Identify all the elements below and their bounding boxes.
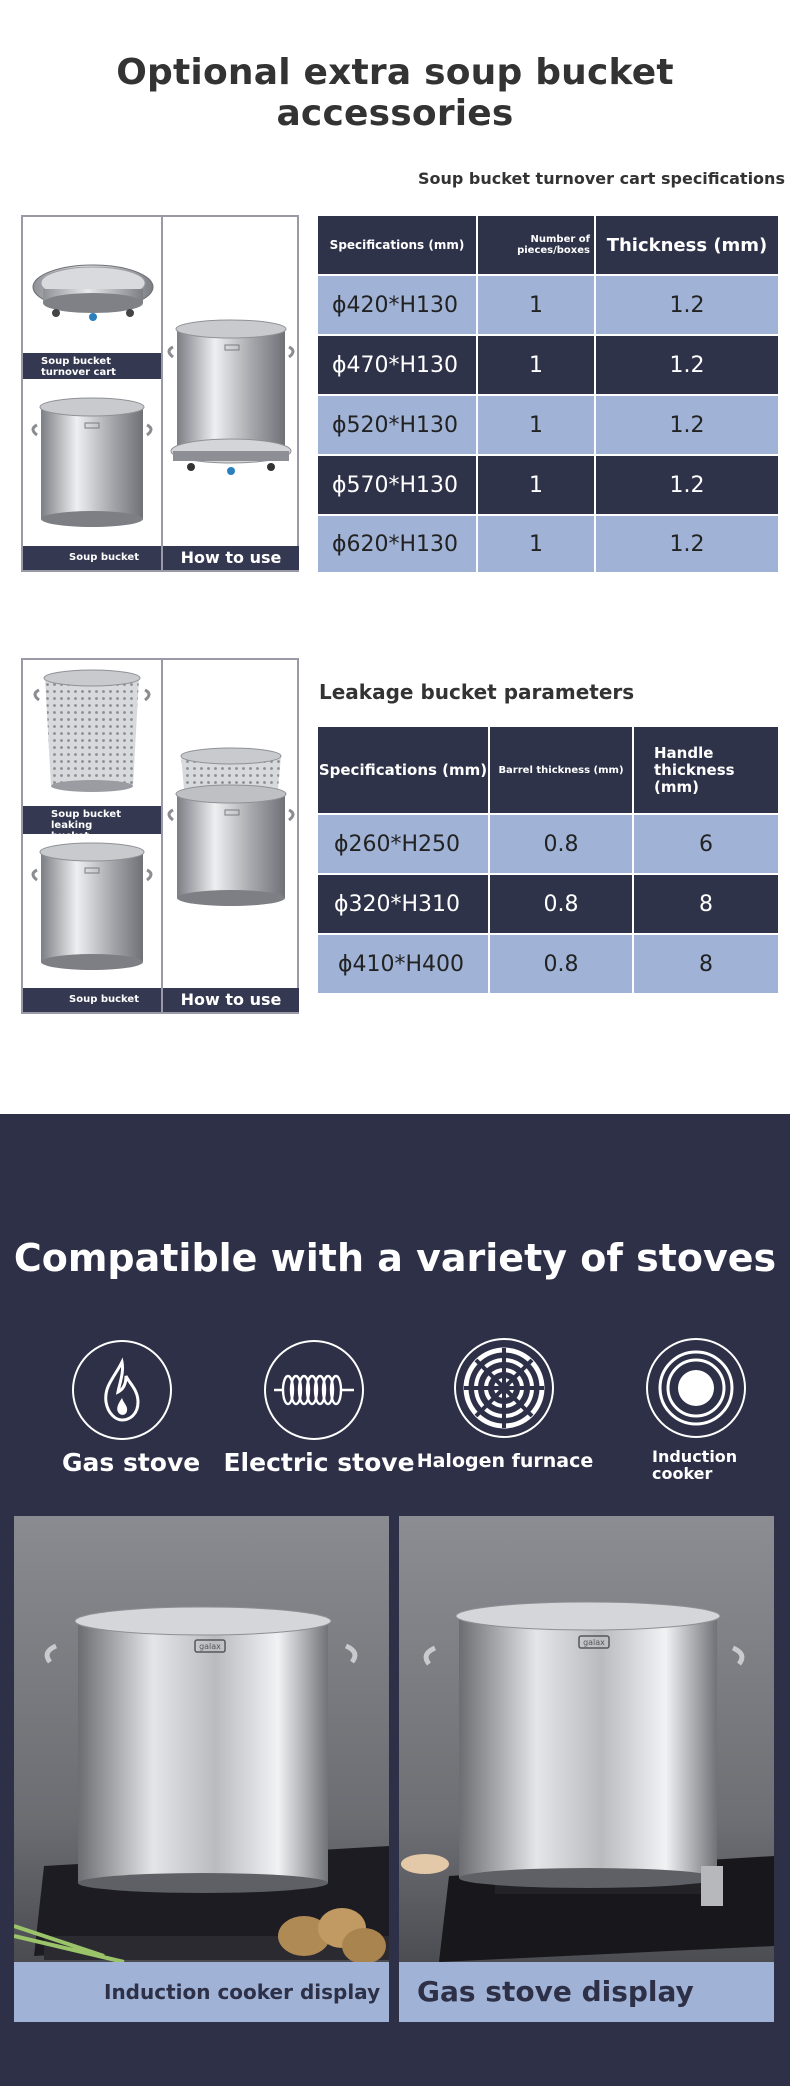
table-row: ϕ420*H130 1 1.2 [317, 275, 779, 335]
turnover-cart-image-panel [21, 215, 299, 572]
flame-icon [74, 1342, 170, 1438]
column-header: Thickness (mm) [595, 215, 779, 275]
table-row: ϕ570*H130 1 1.2 [317, 455, 779, 515]
induction-cooker-badge [646, 1338, 746, 1438]
column-header: Barrel thickness (mm) [489, 726, 633, 814]
gas-stove-photo [399, 1516, 774, 2022]
pot-logo: galax [199, 1642, 221, 1651]
how-to-use-leak-image [163, 660, 299, 980]
halogen-grid-icon [456, 1340, 552, 1436]
gas-display-caption: Gas stove display [417, 1975, 694, 2008]
halogen-furnace-badge [454, 1338, 554, 1438]
soup-bucket-image [23, 834, 161, 984]
coil-icon [266, 1342, 362, 1438]
halogen-furnace-label: Halogen furnace [416, 1450, 594, 1472]
column-header: Specifications (mm) [317, 215, 477, 275]
pot-on-induction-image [14, 1516, 389, 2022]
caption-soup-bucket: Soup bucket [23, 546, 161, 570]
table-row: ϕ470*H130 1 1.2 [317, 335, 779, 395]
caption-turnover-cart: Soup bucket turnover cart [23, 353, 161, 379]
caption-bar [14, 1962, 389, 2022]
caption-leaking-bucket: Soup bucket leaking bucket [23, 806, 161, 834]
table-row: ϕ320*H310 0.8 8 [317, 874, 779, 934]
caption-how-to-use: How to use [163, 988, 299, 1012]
induction-cooker-photo [14, 1516, 389, 2022]
compatible-stoves-section [0, 1114, 790, 2086]
caption-soup-bucket: Soup bucket [23, 988, 161, 1012]
page-title: Optional extra soup bucket accessories [116, 52, 674, 134]
leakage-bucket-image-panel [21, 658, 299, 1014]
gas-stove-badge [72, 1340, 172, 1440]
soup-bucket-image [23, 379, 161, 539]
gas-stove-label: Gas stove [62, 1448, 201, 1477]
caption-how-to-use: How to use [163, 546, 299, 570]
turnover-cart-spec-table [316, 214, 780, 574]
electric-stove-badge [264, 1340, 364, 1440]
electric-stove-label: Electric stove [223, 1448, 415, 1477]
table-row: ϕ520*H130 1 1.2 [317, 395, 779, 455]
induction-cooker-label: Induction cooker [652, 1447, 738, 1483]
table-row: ϕ260*H250 0.8 6 [317, 814, 779, 874]
caption-bar [399, 1962, 774, 2022]
table-row: ϕ410*H400 0.8 8 [317, 934, 779, 994]
column-header: Handle thickness (mm) [633, 726, 779, 814]
leakage-bucket-spec-table [316, 725, 780, 995]
compatible-title: Compatible with a variety of stoves [13, 1236, 777, 1280]
column-header: Specifications (mm) [317, 726, 489, 814]
turnover-cart-table-title: Soup bucket turnover cart specifications [418, 169, 785, 188]
induction-display-caption: Induction cooker display [104, 1980, 381, 2004]
leakage-bucket-table-title: Leakage bucket parameters [319, 680, 635, 704]
pot-logo: galax [583, 1638, 605, 1647]
pot-on-gas-stove-image [399, 1516, 774, 2022]
leaking-bucket-image [23, 660, 161, 800]
turnover-cart-image [23, 217, 161, 357]
column-header: Number of pieces/boxes [477, 215, 595, 275]
how-to-use-cart-image [163, 217, 299, 537]
induction-rings-icon [648, 1340, 744, 1436]
table-row: ϕ620*H130 1 1.2 [317, 515, 779, 573]
